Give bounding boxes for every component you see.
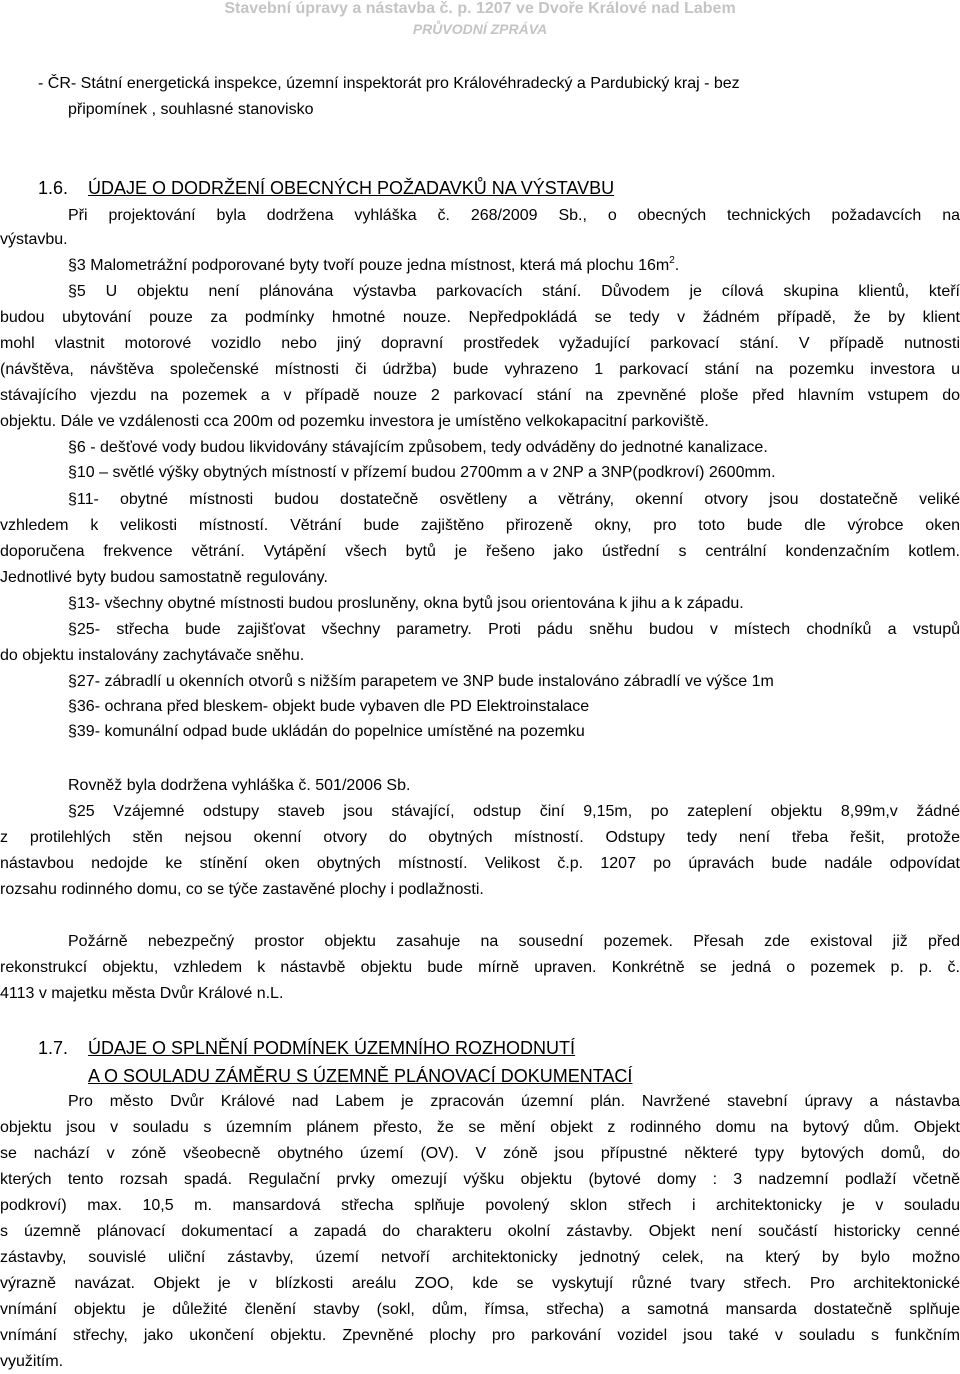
s16-line: nástavbou nedojde ke stínění oken obytných místností. Velikost č.p. 1207 po úpravách bude nadále odpovídat	[0, 855, 960, 872]
s16-line: §13- všechny obytné místnosti budou prosluněny, okna bytů jsou orientována k jihu a k západu.	[68, 595, 744, 612]
s17-line: se nachází v zóně všeobecně obytného území (OV). V zóně jsou přípustné některé typy bytových domů, do	[0, 1145, 960, 1162]
s16-line-1: Při projektování byla dodržena vyhláška č. 268/2009 Sb., o obecných technických požadavcích na	[68, 207, 960, 224]
s16-line: §10 – světlé výšky obytných místností v přízemí budou 2700mm a v 2NP a 3NP(podkroví) 2600mm.	[68, 464, 776, 481]
s16-line: mohl vlastnit motorové vozidlo nebo jiný dopravní prostředek vyžadující parkovací stání. V případě nutnosti	[0, 335, 960, 352]
s16-line: objektu. Dále ve vzdálenosti cca 200m od pozemku investora je umístěno velkokapacitní parkoviště.	[0, 413, 709, 430]
s17-line: podkroví) max. 10,5 m. mansardová střecha splňuje povolený sklon střech i architektonicky je v souladu	[0, 1197, 960, 1214]
s17-line: s územně plánovací dokumentací a zapadá do charakteru okolní zástavby. Objekt není součástí historicky cenné	[0, 1223, 960, 1240]
s17-line: zástavby, souvislé uliční zástavby, území netvoří architektonicky jednotný celek, na který by bylo možno	[0, 1249, 960, 1266]
s16-line: §25 Vzájemné odstupy staveb jsou stávající, odstup činí 9,15m, po zateplení objektu 8,99m,v žádné	[68, 803, 960, 820]
s16-line: §25- střecha bude zajišťovat všechny parametry. Proti pádu sněhu budou v místech chodníků a vstupů	[68, 621, 960, 638]
s17-line: objektu jsou v souladu s územním plánem přesto, že se mění objekt z rodinného domu na bytový dům. Objekt	[0, 1119, 960, 1136]
s16-para-3	[68, 256, 948, 276]
s16-line: z protilehlých stěn nejsou okenní otvory do obytných místností. Odstupy tedy není třeba řešit, protože	[0, 829, 960, 846]
section-17-title-2: A O SOULADU ZÁMĚRU S ÚZEMNĚ PLÁNOVACÍ DOKUMENTACÍ	[88, 1066, 633, 1086]
s16-line: budou ubytování pouze za podmínky hmotné nouze. Nepředpokládá se tedy v žádném případě, že by klient	[0, 309, 960, 326]
s16-line: §11- obytné místnosti budou dostatečně osvětleny a větrány, okenní otvory jsou dostatečně veliké	[68, 491, 960, 508]
bullet-line-2: připomínek , souhlasné stanovisko	[68, 101, 314, 118]
s16-line: §27- zábradlí u okenních otvorů s nižším parapetem ve 3NP bude instalováno zábradlí ve výšce 1m	[68, 673, 774, 690]
s16-line: 4113 v majetku města Dvůr Králové n.L.	[0, 985, 284, 1002]
section-16-number: 1.6.	[38, 178, 69, 198]
s16-line: rekonstrukcí objektu, vzhledem k nástavbě objektu bude mírně upraven. Konkrétně se jedná o pozemek p. p. č.	[0, 959, 960, 976]
s16-line: doporučena frekvence větrání. Vytápění všech bytů je řešeno jako ústřední s centrální kondenzačním kotlem.	[0, 543, 960, 560]
s16-line: rozsahu rodinného domu, co se týče zastavěné plochy i podlažnosti.	[0, 881, 484, 898]
s16-line: §36- ochrana před bleskem- objekt bude vybaven dle PD Elektroinstalace	[68, 698, 590, 715]
bullet-line-1: - ČR- Státní energetická inspekce, územní inspektorát pro Královéhradecký a Pardubický kraj - bez	[38, 75, 740, 92]
s17-line: kterých tento rozsah spadá. Regulační prvky omezují výšku objektu (bytové domy : 3 nadzemní podlaží včetně	[0, 1171, 960, 1188]
s17-line: Pro město Dvůr Králové nad Labem je zpracován územní plán. Navržené stavební úpravy a nástavba	[68, 1093, 960, 1110]
s16-para-3-end: .	[674, 257, 680, 274]
s16-line: (návštěva, návštěva společenské místnosti či údržba) bude vyhrazeno 1 parkovací stání na pozemku investora u	[0, 361, 960, 378]
s17-line: využitím.	[0, 1353, 64, 1370]
s16-line: do objektu instalovány zachytávače sněhu.	[0, 647, 305, 664]
header-subtitle: PRŮVODNÍ ZPRÁVA	[412, 21, 548, 37]
section-17-title-1: ÚDAJE O SPLNĚNÍ PODMÍNEK ÚZEMNÍHO ROZHODNUTÍ	[88, 1038, 576, 1058]
section-16-title: ÚDAJE O DODRŽENÍ OBECNÝCH POŽADAVKŮ NA VÝSTAVBU	[88, 178, 615, 198]
section-17-number: 1.7.	[38, 1038, 69, 1058]
s16-line: §6 - dešťové vody budou likvidovány stávajícím způsobem, tedy odváděny do jednotné kanalizace.	[68, 439, 768, 456]
s16-line: vzhledem k velikosti místností. Větrání bude zajištěno přirozeně okny, pro toto bude dle výrobce oken	[0, 517, 960, 534]
s17-line: vnímání objektu je důležité členění stavby (sokl, dům, římsa, střecha) a samotná mansarda dostatečně splňuje	[0, 1301, 960, 1318]
s17-line: vnímání střechy, jako ukončení objektu. Zpevněné plochy pro parkování vozidel jsou také v souladu s funkčním	[0, 1327, 960, 1344]
s16-line: Požárně nebezpečný prostor objektu zasahuje na sousední pozemek. Přesah zde existoval již před	[68, 933, 960, 950]
s16-line: stávajícího vjezdu na pozemek a v případě nouze 2 parkovací stání na zpevněné ploše před hlavním vstupem do	[0, 387, 960, 404]
s16-line: Rovněž byla dodržena vyhláška č. 501/2006 Sb.	[68, 777, 411, 794]
s17-line: výrazně navázat. Objekt je v blízkosti areálu ZOO, kde se vyskytují různé tvary střech. Pro architektonické	[0, 1275, 960, 1292]
s16-line-2: výstavbu.	[0, 231, 68, 248]
s16-para-3-text: §3 Malometrážní podporované byty tvoří pouze jedna místnost, která má plochu 16m	[68, 257, 670, 274]
s16-line: §5 U objektu není plánována výstavba parkovacích stání. Důvodem je cílová skupina klientů, kteří	[68, 283, 960, 300]
header-title: Stavební úpravy a nástavba č. p. 1207 ve Dvoře Králové nad Labem	[224, 0, 736, 17]
s16-line: §39- komunální odpad bude ukládán do popelnice umístěné na pozemku	[68, 723, 585, 740]
s16-line: Jednotlivé byty budou samostatně regulovány.	[0, 569, 328, 586]
s16-para-3-superscript: 2	[669, 255, 675, 266]
